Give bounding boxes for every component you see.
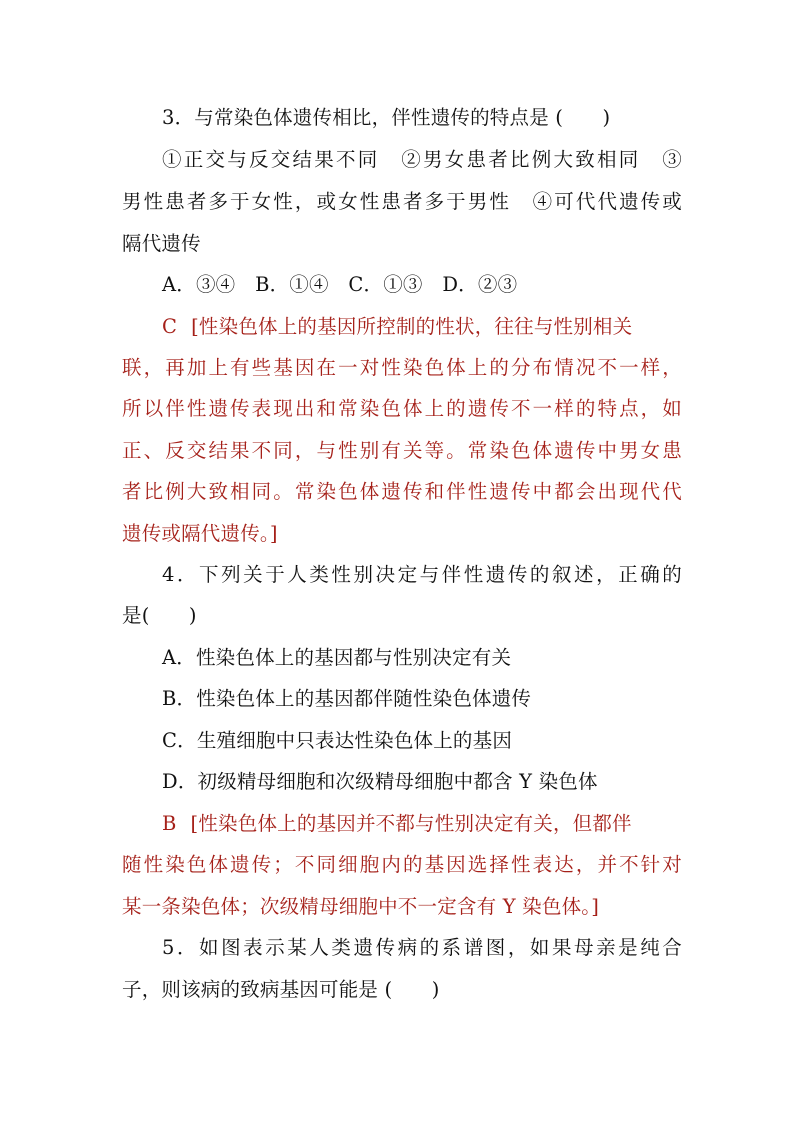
q5-stem-line-2: 子，则该病的致病基因可能是 ( ) [122,978,440,1001]
q4-explanation-line-3: 某一条染色体；次级精母细胞中不一定含有 Y 染色体。] [122,895,600,918]
q4-answer-letter: B [162,812,177,835]
q3-explanation-line-2: 联，再加上有些基因在一对性染色体上的分布情况不一样， [122,356,682,379]
q4-explanation-line-1 [162,812,682,836]
q4-explanation-line-2: 随性染色体遗传；不同细胞内的基因选择性表达，并不针对 [122,853,682,876]
q4-option-a: A．性染色体上的基因都与性别决定有关 [162,646,512,669]
q3-explanation-line-4: 正、反交结果不同，与性别有关等。常染色体遗传中男女患 [122,439,682,462]
q3-stem: 3．与常染色体遗传相比，伴性遗传的特点是 ( ) [162,106,611,129]
q3-answer-letter: C [162,315,178,338]
q3-explanation-line-3: 所以伴性遗传表现出和常染色体上的遗传不一样的特点，如 [122,397,682,420]
q4-stem-line-2: 是( ) [122,604,197,627]
q5-stem-line-1: 5．如图表示某人类遗传病的系谱图，如果母亲是纯合 [162,936,682,959]
q4-option-b: B．性染色体上的基因都伴随性染色体遗传 [162,687,532,710]
q3-explanation-line-1 [162,315,682,339]
q3-statements-line-3: 隔代遗传 [122,232,201,255]
q3-explanation-text: [性染色体上的基因所控制的性状，往往与性别相关 [191,315,633,338]
q3-explanation-line-6: 遗传或隔代遗传。] [122,522,278,545]
q4-explanation-text: [性染色体上的基因并不都与性别决定有关，但都伴 [190,812,632,835]
q3-statements-line-1: ①正交与反交结果不同 ②男女患者比例大致相同 ③ [162,148,682,171]
q4-option-c: C．生殖细胞中只表达性染色体上的基因 [162,729,513,752]
q3-options: A．③④ B．①④ C．①③ D．②③ [162,273,518,296]
q4-option-d: D．初级精母细胞和次级精母细胞中都含 Y 染色体 [162,770,598,793]
q4-stem-line-1: 4．下列关于人类性别决定与伴性遗传的叙述，正确的 [162,563,682,586]
q3-statements-line-2: 男性患者多于女性，或女性患者多于男性 ④可代代遗传或 [122,190,682,213]
q3-explanation-line-5: 者比例大致相同。常染色体遗传和伴性遗传中都会出现代代 [122,480,682,503]
